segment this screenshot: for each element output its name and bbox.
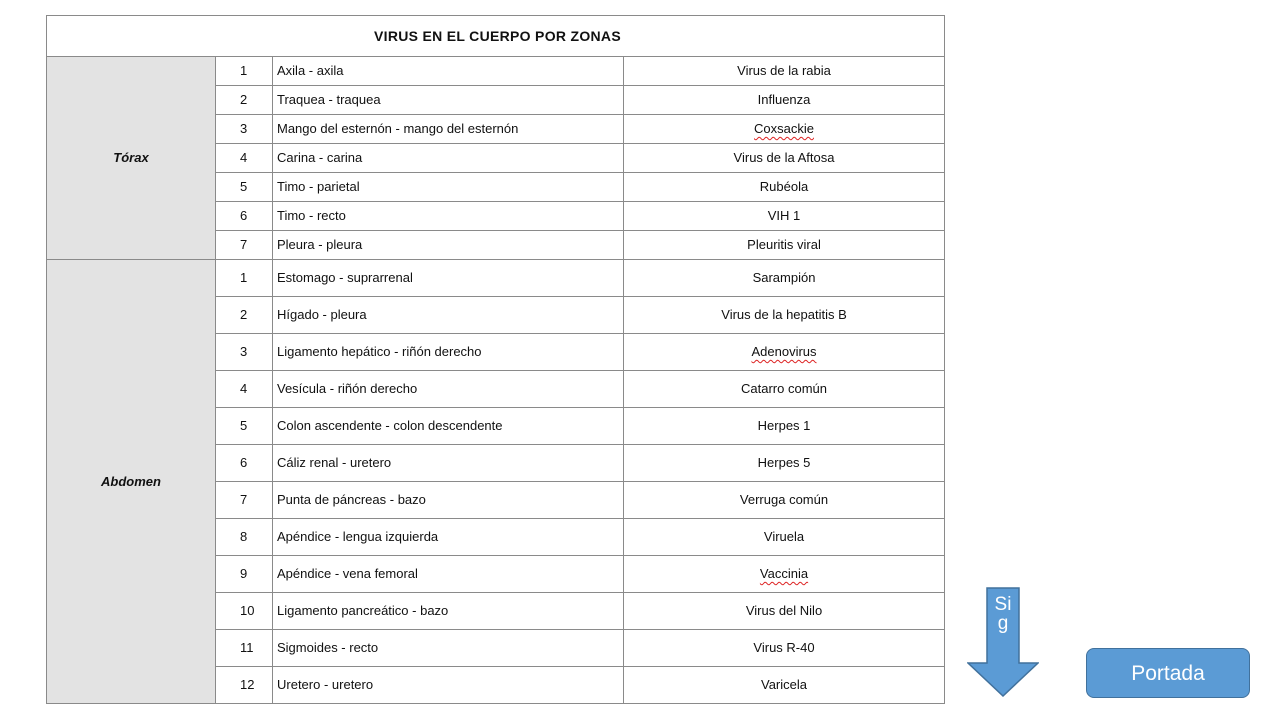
virus-name: Catarro común: [624, 371, 945, 408]
organ-pair: Traquea - traquea: [273, 86, 624, 115]
row-number: 1: [216, 260, 273, 297]
row-number: 3: [216, 115, 273, 144]
virus-name: Coxsackie: [754, 121, 814, 136]
row-number: 12: [216, 667, 273, 704]
virus-name: Verruga común: [624, 482, 945, 519]
organ-pair: Mango del esternón - mango del esternón: [273, 115, 624, 144]
row-number: 11: [216, 630, 273, 667]
virus-name: Virus R-40: [624, 630, 945, 667]
row-number: 6: [216, 202, 273, 231]
organ-pair: Timo - recto: [273, 202, 624, 231]
virus-name: Virus de la rabia: [624, 57, 945, 86]
row-number: 2: [216, 86, 273, 115]
virus-name: Pleuritis viral: [624, 231, 945, 260]
virus-name: Varicela: [624, 667, 945, 704]
organ-pair: Carina - carina: [273, 144, 624, 173]
row-number: 5: [216, 173, 273, 202]
virus-name: Adenovirus: [751, 344, 817, 359]
organ-pair: Pleura - pleura: [273, 231, 624, 260]
virus-name: Rubéola: [624, 173, 945, 202]
organ-pair: Punta de páncreas - bazo: [273, 482, 624, 519]
row-number: 4: [216, 144, 273, 173]
virus-name: Influenza: [624, 86, 945, 115]
row-number: 4: [216, 371, 273, 408]
row-number: 2: [216, 297, 273, 334]
table-row: [47, 260, 945, 297]
organ-pair: Colon ascendente - colon descendente: [273, 408, 624, 445]
row-number: 5: [216, 408, 273, 445]
organ-pair: Hígado - pleura: [273, 297, 624, 334]
row-number: 9: [216, 556, 273, 593]
organ-pair: Apéndice - lengua izquierda: [273, 519, 624, 556]
virus-name: Herpes 5: [624, 445, 945, 482]
home-button[interactable]: Portada: [1086, 648, 1250, 698]
organ-pair: Apéndice - vena femoral: [273, 556, 624, 593]
virus-name: Virus del Nilo: [624, 593, 945, 630]
row-number: 8: [216, 519, 273, 556]
organ-pair: Uretero - uretero: [273, 667, 624, 704]
row-number: 6: [216, 445, 273, 482]
row-number: 7: [216, 231, 273, 260]
next-slide-label: Sig: [994, 594, 1012, 634]
row-number: 10: [216, 593, 273, 630]
table-title: VIRUS EN EL CUERPO POR ZONAS: [47, 16, 945, 57]
organ-pair: Cáliz renal - uretero: [273, 445, 624, 482]
table-row: [47, 57, 945, 86]
organ-pair: Timo - parietal: [273, 173, 624, 202]
zone-label-abdomen: Abdomen: [47, 260, 216, 704]
organ-pair: Ligamento pancreático - bazo: [273, 593, 624, 630]
row-number: 1: [216, 57, 273, 86]
virus-name: Sarampión: [624, 260, 945, 297]
virus-name: Virus de la hepatitis B: [624, 297, 945, 334]
zone-label-torax: Tórax: [47, 57, 216, 260]
virus-table: [46, 15, 945, 704]
virus-name: Herpes 1: [624, 408, 945, 445]
organ-pair: Axila - axila: [273, 57, 624, 86]
organ-pair: Vesícula - riñón derecho: [273, 371, 624, 408]
organ-pair: Estomago - suprarrenal: [273, 260, 624, 297]
organ-pair: Sigmoides - recto: [273, 630, 624, 667]
virus-name: Virus de la Aftosa: [624, 144, 945, 173]
row-number: 7: [216, 482, 273, 519]
virus-name: Viruela: [624, 519, 945, 556]
organ-pair: Ligamento hepático - riñón derecho: [273, 334, 624, 371]
virus-name: Vaccinia: [759, 566, 809, 581]
next-slide-button[interactable]: [967, 587, 1039, 697]
virus-name: VIH 1: [624, 202, 945, 231]
row-number: 3: [216, 334, 273, 371]
